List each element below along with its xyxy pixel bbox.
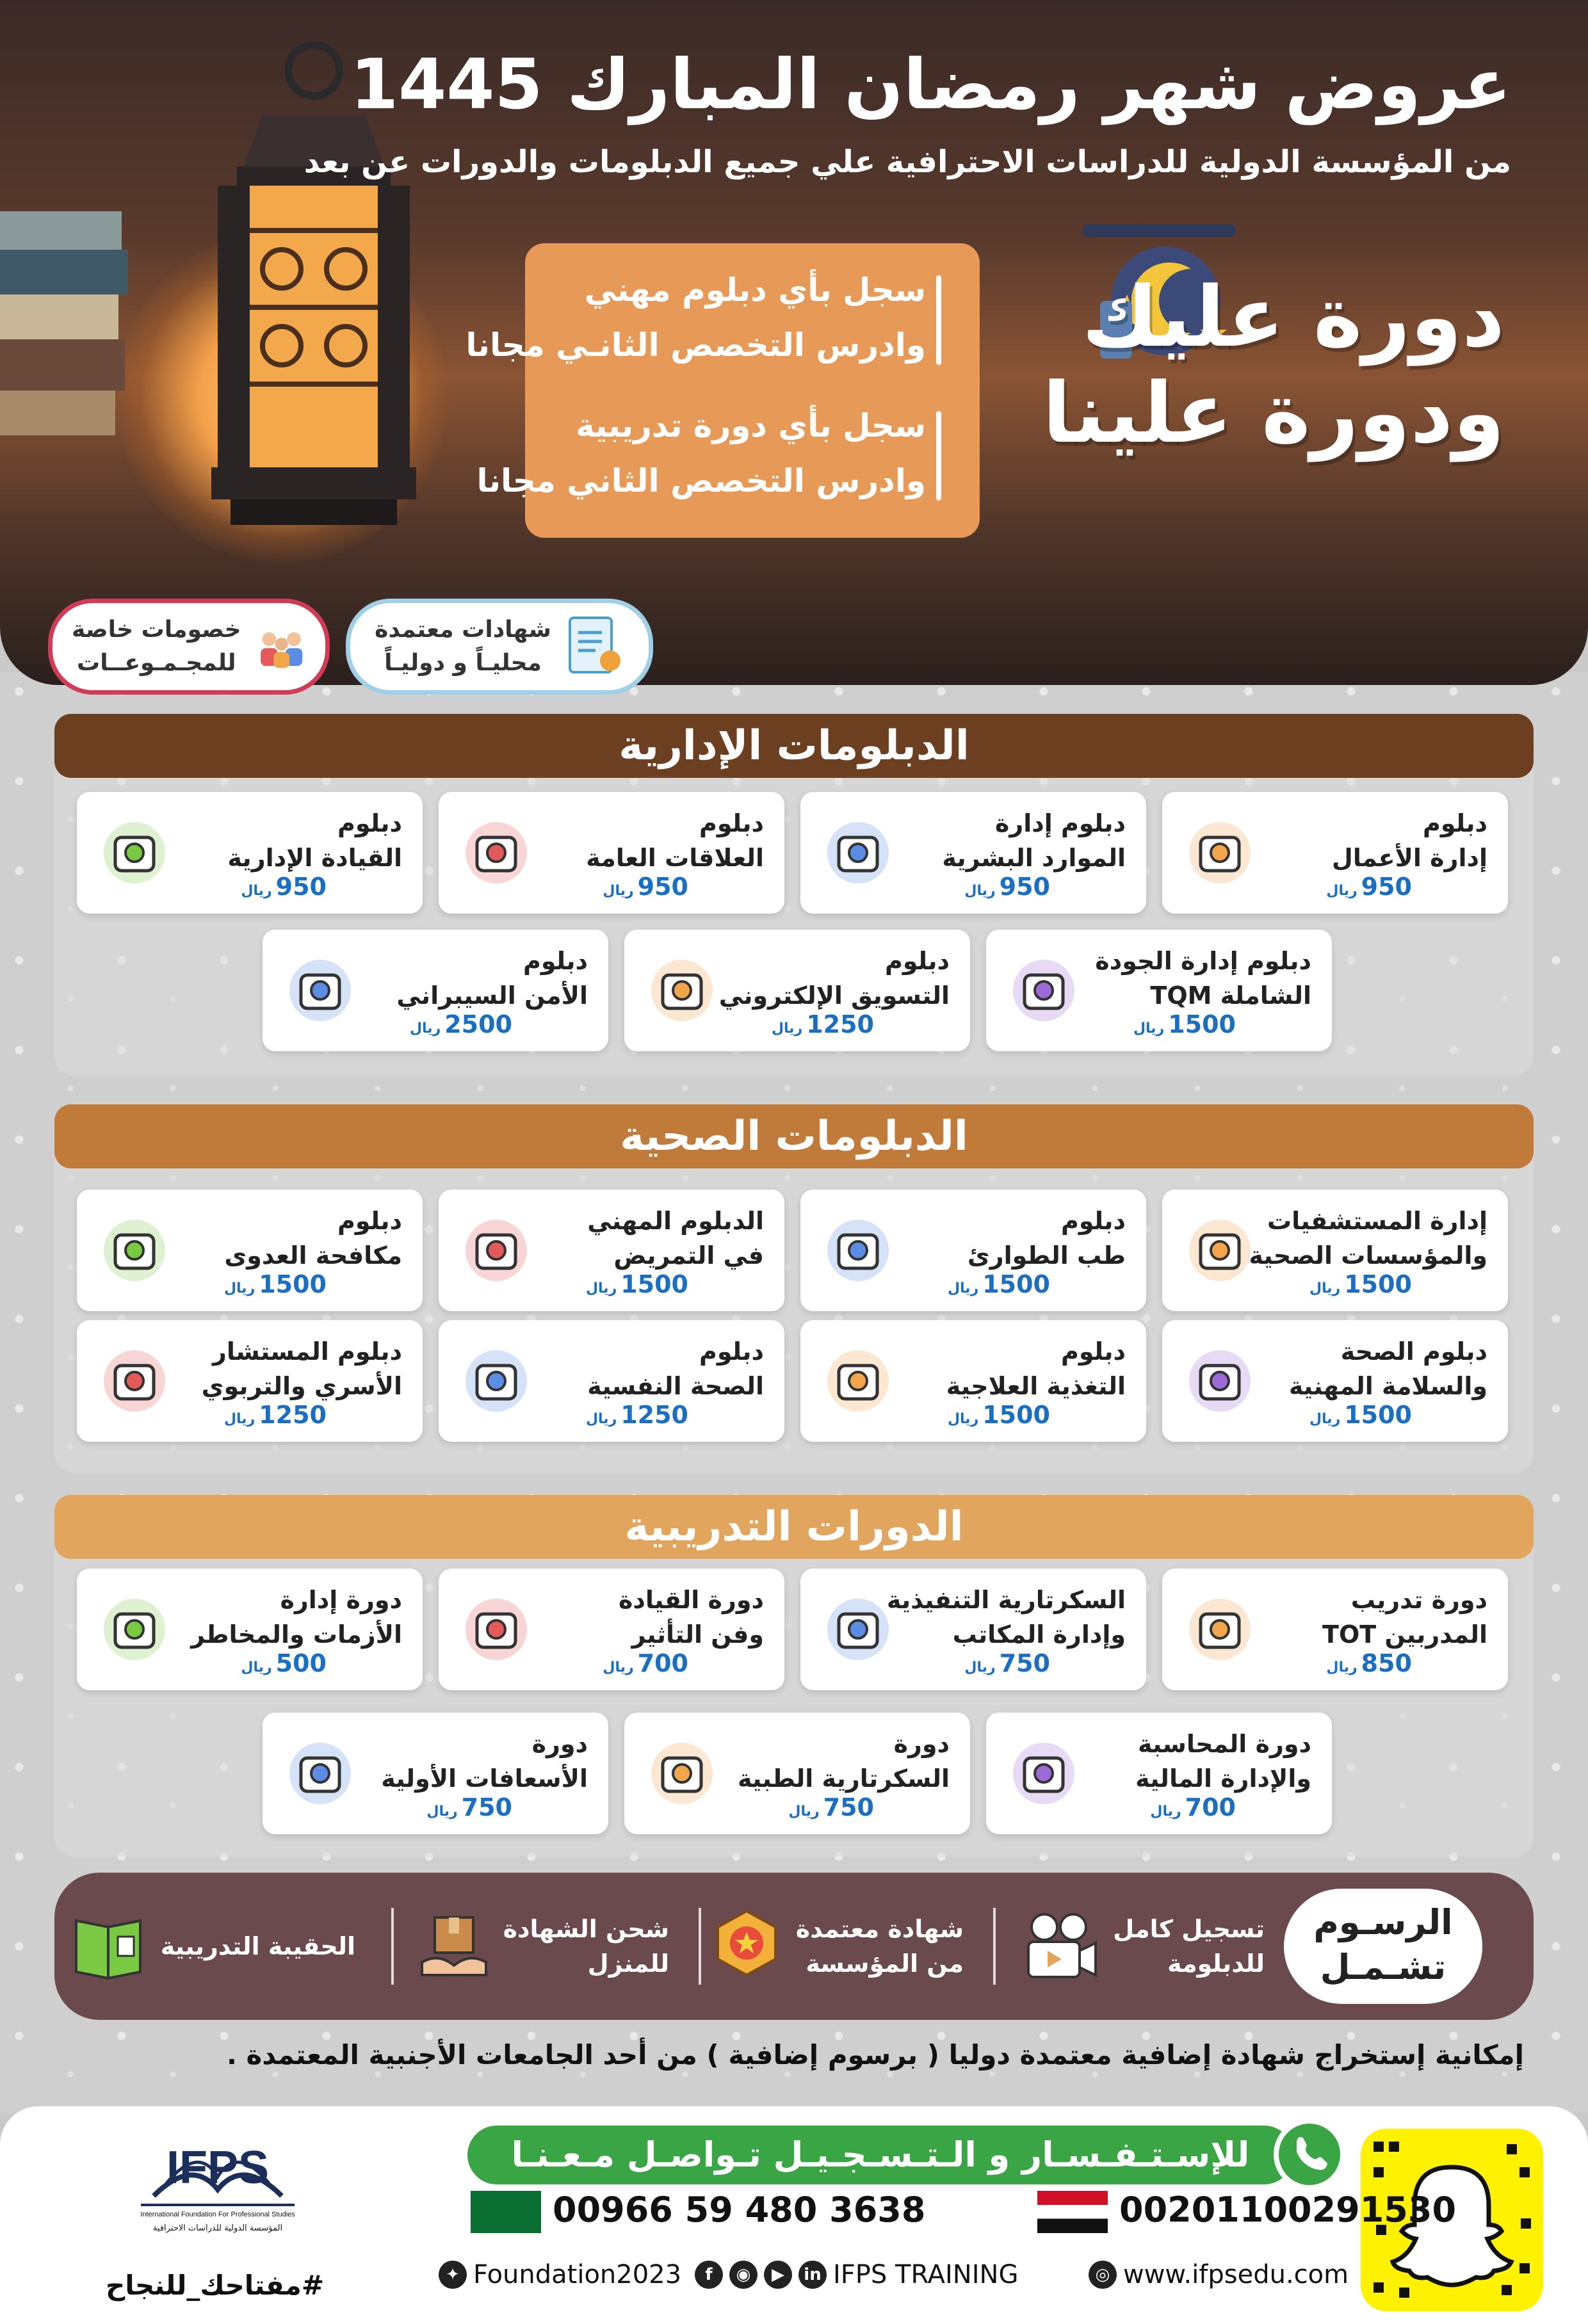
course-price (1150, 1793, 1236, 1821)
price-currency: ريال (241, 883, 272, 899)
fees-include-panel (54, 1873, 1534, 2020)
course-title-line-1: دورة تدريب (1350, 1586, 1487, 1614)
course-card[interactable] (439, 1320, 784, 1442)
course-title (895, 1204, 1126, 1273)
quality-shield-icon (1005, 952, 1082, 1029)
course-title (895, 1334, 1126, 1403)
price-value: 700 (637, 1649, 688, 1677)
whatsapp-icon[interactable] (1271, 2116, 1348, 2193)
hero-banner (0, 0, 1588, 685)
badge-group-line-1: خصومات خاصة (72, 617, 241, 643)
course-price (586, 1270, 688, 1298)
course-title-line-1: دبلوم (1423, 809, 1487, 837)
price-value: 1250 (259, 1401, 327, 1429)
price-currency: ريال (409, 1021, 441, 1037)
course-title-line-2: الصحة النفسية (587, 1372, 764, 1400)
course-title (1249, 1204, 1487, 1273)
price-currency: ريال (426, 1804, 458, 1820)
course-title-line-2: العلاقات العامة (586, 844, 764, 872)
twitter-handle: Foundation2023 (473, 2260, 682, 2289)
food-pyramid-icon (820, 1343, 896, 1419)
course-title (1257, 1583, 1487, 1652)
course-title-line-2: في التمريض (613, 1241, 764, 1270)
fee-item-label: للمنزل (587, 1949, 669, 1978)
course-title-line-2: وفن التأثير (631, 1620, 764, 1649)
course-title-line-1: دبلوم المستشار (213, 1337, 402, 1366)
course-title-line-2: والسلامة المهنية (1288, 1372, 1487, 1400)
course-title-line-2: الموارد البشرية (942, 844, 1126, 872)
trainer-board-icon (1181, 1591, 1258, 1668)
course-price (224, 1270, 327, 1298)
price-currency: ريال (603, 1659, 634, 1675)
hashtag: #مفتاحك_للنجاح (106, 2270, 325, 2301)
course-title-line-1: دورة القيادة (618, 1586, 764, 1614)
medical-reception-icon (644, 1735, 720, 1812)
additional-certificate-note: إمكانية إستخراج شهادة إضافية معتمدة دوليا ( برسوم إضافية ) من أحد الجامعات الأجنبية المعتمدة . (226, 2039, 1524, 2070)
offer-box (466, 243, 980, 538)
price-currency: ريال (585, 1280, 617, 1296)
course-card[interactable] (439, 1569, 784, 1690)
slogan-line-2: ودورة علينا (1042, 364, 1505, 462)
course-title (719, 1727, 950, 1796)
price-value: 950 (999, 873, 1050, 901)
course-price (586, 1401, 688, 1429)
course-title-line-2: القيادة الإدارية (227, 844, 402, 872)
instagram-icon: ◉ (729, 2261, 758, 2289)
course-card[interactable] (800, 1569, 1146, 1690)
open-book-logo-icon (128, 2119, 307, 2247)
price-value: 750 (823, 1793, 874, 1821)
social-name: IFPS TRAINING (833, 2260, 1019, 2289)
fee-item-training-kit (70, 1898, 355, 1994)
course-price (1309, 1270, 1412, 1298)
price-value: 1500 (982, 1270, 1050, 1298)
family-icon (96, 1343, 173, 1419)
course-card[interactable] (1162, 1569, 1508, 1690)
price-value: 2500 (444, 1010, 512, 1038)
price-currency: ريال (947, 1280, 979, 1296)
office-desk-icon (820, 1591, 896, 1668)
course-card[interactable] (1162, 1320, 1508, 1442)
leadership-team-icon (96, 814, 173, 891)
offer-1-line-2: وادرس التخصص الثانـي مجانا (466, 327, 926, 364)
price-currency: ريال (1133, 1021, 1165, 1037)
contact-bar: للإسـتـفـسـار و الـتـسـجـيـل تـواصـل مـعـنـا (467, 2126, 1293, 2184)
course-price (1326, 1649, 1412, 1677)
price-currency: ريال (585, 1411, 617, 1427)
price-value: 500 (275, 1649, 327, 1677)
fee-item-label: شهادة معتمدة (795, 1915, 964, 1943)
fee-item-label: من المؤسسة (806, 1949, 964, 1978)
page-subtitle: من المؤسسة الدولية للدراسات الاحترافية علي جميع الدبلومات والدورات عن بعد (304, 144, 1511, 180)
course-price (603, 873, 688, 901)
course-price (1309, 1401, 1412, 1429)
fee-item-label: الحقيبة التدريبية (160, 1932, 355, 1960)
price-value: 1250 (806, 1010, 874, 1038)
crisis-gear-icon (96, 1591, 173, 1668)
fee-divider (993, 1908, 996, 1985)
badge-certified-line-1: شهادات معتمدة (375, 617, 551, 643)
hospital-icon (1181, 1212, 1258, 1289)
course-price (241, 873, 327, 901)
course-price (772, 1010, 874, 1038)
calculator-icon (1005, 1735, 1082, 1812)
brain-heart-icon (458, 1343, 535, 1419)
course-title (1257, 1334, 1487, 1403)
price-currency: ريال (1309, 1411, 1341, 1427)
facebook-icon: f (695, 2261, 723, 2289)
price-value: 850 (1361, 1649, 1412, 1677)
course-title-line-2: والمؤسسات الصحية (1249, 1241, 1487, 1270)
fee-item-label: تسجيل كامل (1113, 1915, 1265, 1943)
course-card[interactable] (1162, 792, 1508, 914)
price-value: 950 (1361, 873, 1412, 901)
slogan-line-1: دورة عليك (1082, 268, 1505, 366)
price-currency: ريال (603, 883, 634, 899)
business-chart-icon (1181, 814, 1258, 891)
course-title-line-1: دبلوم الصحة (1340, 1337, 1487, 1366)
video-camera-icon (1022, 1911, 1099, 1981)
price-currency: ريال (1326, 883, 1357, 899)
training-section-header: الدورات التدريبية (54, 1495, 1534, 1559)
phone-egypt[interactable] (1037, 2190, 1456, 2233)
admin-section-header: الدبلومات الإدارية (54, 714, 1534, 778)
price-value: 750 (999, 1649, 1050, 1677)
course-title-line-1: دبلوم (337, 1207, 402, 1235)
fee-item-label: للدبلومة (1167, 1949, 1265, 1978)
twitter-link[interactable] (439, 2260, 681, 2289)
training-book-icon (70, 1911, 147, 1981)
course-title (533, 1583, 764, 1652)
virus-shield-icon (96, 1212, 173, 1289)
phone-saudi-number: 00966 59 480 3638 (553, 2190, 926, 2230)
course-price (788, 1793, 874, 1821)
fees-include-pill (1284, 1889, 1482, 2004)
medal-icon (711, 1908, 782, 1985)
course-title-line-2: الشاملة TQM (1150, 981, 1311, 1010)
course-title-line-2: الأسعافات الأولية (381, 1764, 588, 1793)
course-card[interactable] (800, 792, 1146, 914)
cyber-lock-icon (282, 952, 359, 1029)
price-currency: ريال (1150, 1804, 1181, 1820)
price-currency: ريال (223, 1411, 255, 1427)
package-delivery-icon (419, 1911, 489, 1981)
offer-2-line-2: وادرس التخصص الثاني مجانا (476, 462, 926, 499)
fee-divider (699, 1908, 701, 1985)
course-card[interactable] (263, 1713, 608, 1834)
logo-text: IFPS (166, 2142, 270, 2193)
course-title-line-2: التسويق الإلكتروني (718, 981, 950, 1010)
first-aid-kit-icon (282, 1735, 359, 1812)
price-currency: ريال (223, 1280, 255, 1296)
health-section-header: الدبلومات الصحية (54, 1104, 1534, 1168)
books-icon (0, 211, 128, 467)
fee-item-certificate (711, 1898, 964, 1994)
ifps-logo (128, 2119, 307, 2247)
website-text: www.ifpsedu.com (1123, 2260, 1349, 2289)
course-title-line-1: دبلوم (885, 947, 950, 975)
course-title (886, 1583, 1126, 1652)
logo-subtitle-ar: المؤسسة الدولية للدراسات الاحترافية (152, 2223, 283, 2233)
youtube-icon: ▶ (764, 2261, 792, 2289)
course-card[interactable] (624, 1713, 970, 1834)
course-title-line-2: وإدارة المكاتب (952, 1620, 1126, 1649)
course-title (172, 806, 402, 875)
price-currency: ريال (1326, 1659, 1357, 1675)
course-title-line-2: الأسري والتربوي (201, 1372, 402, 1400)
course-title-line-2: طب الطوارئ (967, 1241, 1126, 1270)
fee-item-label: شحن الشهادة (503, 1915, 669, 1943)
megaphone-pr-icon (458, 814, 535, 891)
course-title-line-1: دورة المحاسبة (1137, 1730, 1311, 1758)
course-title-line-2: السكرتارية الطبية (737, 1764, 950, 1793)
linkedin-icon: in (798, 2261, 827, 2289)
course-title-line-1: دبلوم (699, 809, 764, 837)
course-price (948, 1270, 1050, 1298)
course-price (964, 1649, 1050, 1677)
price-value: 750 (461, 1793, 512, 1821)
badge-certified-line-2: محليـاً و دوليـاً (384, 650, 542, 676)
course-title (533, 1204, 764, 1273)
emergency-phone-icon (820, 1212, 896, 1289)
course-title-line-2: الأمن السيبراني (396, 981, 588, 1010)
globe-icon: ◎ (1089, 2261, 1117, 2289)
phone-saudi[interactable] (471, 2190, 925, 2233)
course-title-line-2: مكافحة العدوى (224, 1241, 402, 1270)
logo-subtitle-en: International Foundation For Professional Studies (140, 2211, 295, 2218)
course-title-line-1: دورة (531, 1730, 588, 1758)
slogan (1042, 268, 1505, 462)
course-card[interactable] (439, 792, 784, 914)
course-card[interactable] (263, 930, 608, 1051)
digital-marketing-icon (644, 952, 720, 1029)
course-title-line-1: دورة إدارة (280, 1586, 402, 1614)
course-title (172, 1204, 402, 1273)
social-accounts[interactable] (695, 2260, 1018, 2289)
twitter-icon: ✦ (439, 2261, 467, 2289)
course-title (895, 806, 1126, 875)
website-link[interactable] (1089, 2260, 1349, 2289)
fee-item-shipping (419, 1898, 669, 1994)
course-title (1081, 944, 1311, 1013)
price-currency: ريال (241, 1659, 272, 1675)
badge-certified (346, 599, 653, 695)
price-value: 1500 (1344, 1401, 1412, 1429)
course-card[interactable] (800, 1190, 1146, 1311)
course-title-line-1: دورة (893, 1730, 950, 1758)
price-value: 950 (275, 873, 327, 901)
price-value: 1500 (259, 1270, 327, 1298)
course-title-line-1: السكرتارية التنفيذية (886, 1586, 1126, 1614)
price-currency: ريال (947, 1411, 979, 1427)
price-currency: ريال (788, 1804, 820, 1820)
nurse-icon (458, 1212, 535, 1289)
group-people-icon (257, 618, 306, 675)
hr-people-icon (820, 814, 896, 891)
price-currency: ريال (964, 1659, 996, 1675)
offer-1-line-1: سجل بأي دبلوم مهني (584, 271, 926, 309)
course-card[interactable] (986, 1713, 1332, 1834)
safety-heart-icon (1181, 1343, 1258, 1419)
course-price (410, 1010, 512, 1038)
course-card[interactable] (986, 930, 1332, 1051)
price-value: 1500 (620, 1270, 688, 1298)
course-title-line-1: دبلوم (523, 947, 588, 975)
course-title-line-1: دبلوم (1061, 1207, 1126, 1235)
course-card[interactable] (1162, 1190, 1508, 1311)
price-value: 1250 (620, 1401, 688, 1429)
course-title-line-1: دبلوم إدارة الجودة (1095, 947, 1311, 975)
course-price (1133, 1010, 1236, 1038)
course-price (241, 1649, 327, 1677)
egypt-flag-icon (1037, 2191, 1108, 2233)
course-title (1081, 1727, 1311, 1796)
badge-group-line-2: للمجـمـوعــات (77, 650, 236, 676)
course-price (224, 1401, 327, 1429)
course-title (172, 1583, 402, 1652)
course-price (426, 1793, 512, 1821)
course-price (603, 1649, 688, 1677)
course-title-line-1: الدبلوم المهني (587, 1207, 764, 1235)
price-value: 1500 (1168, 1010, 1236, 1038)
course-title (719, 944, 950, 1013)
course-card[interactable] (77, 792, 423, 914)
course-title (533, 1334, 764, 1403)
course-card[interactable] (77, 1320, 423, 1442)
course-title-line-1: دبلوم (1061, 1337, 1126, 1366)
course-title (357, 1727, 588, 1796)
fees-pill-line-1: الرسـوم (1313, 1902, 1453, 1942)
course-title-line-1: إدارة المستشفيات (1267, 1207, 1487, 1235)
course-title-line-2: التغذية العلاجية (946, 1372, 1126, 1400)
course-title-line-1: دبلوم إدارة (994, 809, 1126, 837)
price-currency: ريال (1309, 1280, 1341, 1296)
course-title-line-2: والإدارة المالية (1135, 1764, 1311, 1793)
fist-icon (458, 1591, 535, 1668)
course-title-line-2: المدربين TOT (1322, 1620, 1487, 1649)
course-card[interactable] (77, 1190, 423, 1311)
course-card[interactable] (77, 1569, 423, 1690)
price-value: 1500 (1344, 1270, 1412, 1298)
badge-group-discount (48, 599, 330, 695)
course-price (964, 873, 1050, 901)
course-title-line-2: إدارة الأعمال (1331, 844, 1487, 872)
course-card[interactable] (800, 1320, 1146, 1442)
saudi-flag-icon (471, 2191, 541, 2233)
course-title (533, 806, 764, 875)
course-title (172, 1334, 402, 1403)
price-currency: ريال (771, 1021, 803, 1037)
course-title (1257, 806, 1487, 875)
course-title-line-1: دبلوم (337, 809, 402, 837)
course-price (1326, 873, 1412, 901)
fee-divider (391, 1908, 394, 1985)
price-value: 1500 (982, 1401, 1050, 1429)
phone-egypt-number: 00201100291530 (1119, 2190, 1457, 2230)
course-title-line-2: الأزمات والمخاطر (191, 1620, 402, 1649)
fee-item-registration (1022, 1898, 1265, 1994)
page-title: عروض شهر رمضان المبارك 1445 (350, 45, 1511, 125)
course-card[interactable] (624, 930, 970, 1051)
course-title-line-1: دبلوم (699, 1337, 764, 1366)
fees-pill-line-2: تشـمـل (1320, 1947, 1446, 1987)
price-value: 950 (637, 873, 688, 901)
offer-2-line-1: سجل بأي دورة تدريبية (576, 407, 926, 444)
course-price (948, 1401, 1050, 1429)
price-currency: ريال (964, 883, 996, 899)
price-value: 700 (1185, 1793, 1236, 1821)
certificate-icon (567, 615, 624, 679)
course-card[interactable] (439, 1190, 784, 1311)
course-title (357, 944, 588, 1013)
